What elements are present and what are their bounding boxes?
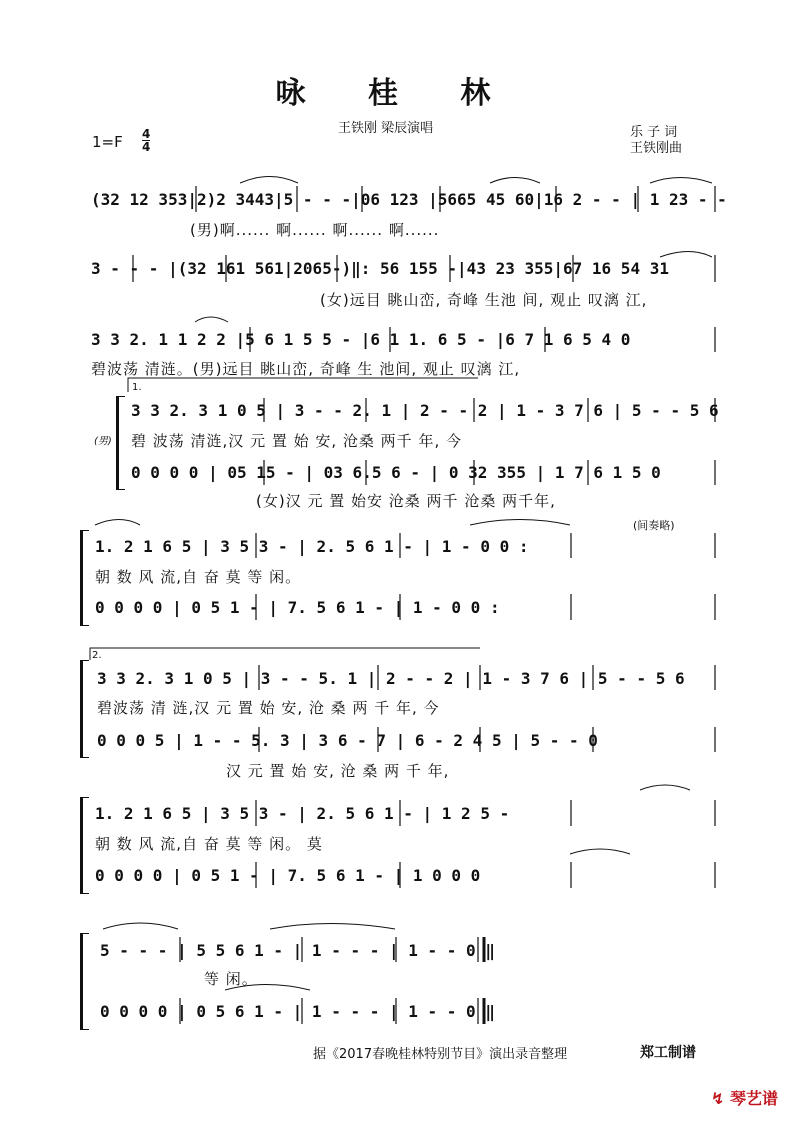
system-brace-3	[80, 660, 89, 758]
page-title: 咏 桂 林	[275, 76, 517, 111]
row-12-notes: 5 - - - | 5 5 6 1 - | 1 - - - | 1 - - 0 ‖	[100, 941, 495, 960]
time-top: 4	[142, 127, 151, 141]
row-7-notes: 0 0 0 0 | 0 5 1 - | 7. 5 6 1 - | 1 - 0 0 :	[95, 598, 500, 617]
logo-text: 琴艺谱	[729, 1089, 778, 1108]
row-8-notes: 3 3 2. 3 1 0 5 | 3 - - 5. 1 | 2 - - 2 | 1 - 3 7 6 | 5 - - 5 6	[97, 669, 685, 688]
row-9-lyrics: 汉 元 置 始 安, 沧 桑 两 千 年,	[226, 762, 450, 780]
site-logo[interactable]	[711, 1086, 778, 1109]
row-10-lyrics: 朝 数 风 流,自 奋 莫 等 闲。 莫	[95, 835, 323, 853]
system-brace-1	[116, 396, 125, 490]
row-13-notes: 0 0 0 0 | 0 5 6 1 - | 1 - - - | 1 - - 0 ‖	[100, 1002, 495, 1021]
row-3-notes: 3 3 2. 1 1 2 2 |5 6 1 5 5 - |6 1 1. 6 5 - |6 7 1 6 5 4 0	[91, 330, 631, 349]
row-6-lyrics: 朝 数 风 流,自 奋 莫 等 闲。	[95, 568, 302, 586]
row-1-notes: (32 12 353|2)2 3443|5 - - -|06 123 |5665 45 60|16 2 - - | 1 23 - -	[91, 190, 727, 209]
row-5-notes: 0 0 0 0 | 05 15 - | 03 6.5 6 - | 0 32 355 | 1 7 6 1 5 0	[131, 463, 661, 482]
system-brace-2	[80, 530, 89, 626]
volta-2-label: 2.	[92, 650, 102, 661]
time-bottom: 4	[142, 140, 151, 154]
logo-icon: ↯	[711, 1089, 730, 1108]
male-part-label: (男)	[94, 436, 112, 447]
row-3-lyrics: 碧波荡 清涟。(男)远目 眺山峦, 奇峰 生 池间, 观止 叹漓 江,	[91, 360, 521, 378]
singers: 王铁刚 梁辰演唱	[338, 121, 434, 136]
row-2-lyrics: (女)远目 眺山峦, 奇峰 生池 间, 观止 叹漓 江,	[320, 291, 648, 309]
system-brace-5	[80, 933, 89, 1030]
row-6-notes: 1. 2 1 6 5 | 3 5 3 - | 2. 5 6 1 - | 1 - 0 0 :	[95, 537, 529, 556]
row-10-notes: 1. 2 1 6 5 | 3 5 3 - | 2. 5 6 1 - | 1 2 5 -	[95, 804, 510, 823]
row-2-notes: 3 - - - |(32 161 561|2065-)‖: 56 155 -|43 23 355|67 16 54 31	[91, 259, 669, 278]
row-12-lyrics: 等 闲。	[204, 970, 258, 988]
lyricist-credit: 乐 子 词	[630, 125, 678, 140]
composer-credit: 王铁刚曲	[630, 141, 683, 156]
row-5-lyrics: (女)汉 元 置 始安 沧桑 两千 沧桑 两千年,	[256, 492, 556, 510]
system-brace-4	[80, 797, 89, 894]
row-9-notes: 0 0 0 5 | 1 - - 5. 3 | 3 6 - 7 | 6 - 2 4 5 | 5 - - 0	[97, 731, 598, 750]
row-1-lyrics: (男)啊...... 啊...... 啊...... 啊......	[190, 221, 440, 239]
row-8-lyrics: 碧波荡 清 涟,汉 元 置 始 安, 沧 桑 两 千 年, 今	[97, 699, 440, 717]
row-4-notes: 3 3 2. 3 1 0 5 | 3 - - 2. 1 | 2 - - 2 | 1 - 3 7 6 | 5 - - 5 6	[131, 401, 719, 420]
source-note: 据《2017春晚桂林特别节目》演出录音整理	[313, 1047, 568, 1062]
volta-1-label: 1.	[132, 382, 142, 393]
row-11-notes: 0 0 0 0 | 0 5 1 - | 7. 5 6 1 - | 1 0 0 0	[95, 866, 481, 885]
key-signature: 1=F	[92, 133, 123, 151]
arranger: 郑工制谱	[640, 1045, 696, 1061]
row-4-lyrics: 碧 波荡 清涟,汉 元 置 始 安, 沧桑 两千 年, 今	[131, 432, 462, 450]
interlude-note: (间奏略)	[633, 519, 675, 532]
